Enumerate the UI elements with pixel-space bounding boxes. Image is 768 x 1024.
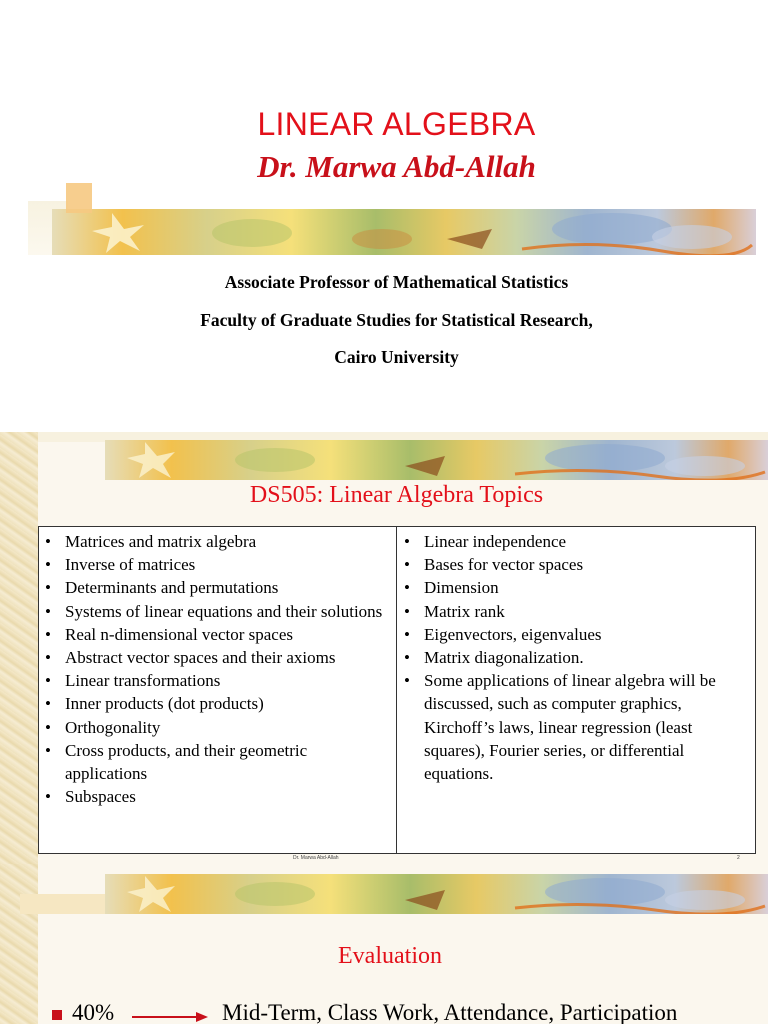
topic-text: Matrix diagonalization. [424,648,584,668]
topics-table [38,526,756,854]
topic-item [402,669,750,785]
topic-item [43,739,388,785]
bullet-icon: • [45,694,51,714]
topic-text: Linear transformations [65,671,221,691]
topic-item [43,692,388,715]
bullet-icon: • [45,624,51,644]
topic-text: Matrix rank [424,601,505,621]
bullet-icon: • [45,578,51,598]
bullet-icon: • [45,555,51,575]
bullet-icon: • [404,601,410,621]
topic-text: Abstract vector spaces and their axioms [65,648,336,668]
bullet-icon: • [45,717,51,737]
bullet-icon: • [45,601,51,621]
right-arrow-icon [132,1004,208,1024]
topic-text: Systems of linear equations and their solutions [65,601,383,621]
bullet-icon: • [404,555,410,575]
bullet-icon: • [404,624,410,644]
topic-text: Matrices and matrix algebra [65,532,257,551]
topic-text: Linear independence [424,532,567,551]
decorative-square [66,183,92,213]
author-faculty: Faculty of Graduate Studies for Statistical Research, [200,310,593,330]
bullet-icon: • [45,671,51,691]
topic-item [43,646,388,669]
topics-right-column [402,530,750,785]
author-name: Dr. Marwa Abd-Allah [257,149,536,184]
topic-text: Bases for vector spaces [424,555,584,575]
evaluation-title: Evaluation [338,943,442,969]
evaluation-percent: 40% [72,1000,115,1024]
topic-text: Orthogonality [65,717,161,737]
topic-text: Subspaces [65,787,136,807]
topic-item [402,553,750,576]
slide-title: LINEAR ALGEBRA [257,106,536,142]
page-number: 2 [737,855,740,861]
bullet-icon: • [404,671,410,691]
bullet-icon: • [45,648,51,668]
evaluation-item [52,1000,768,1024]
topic-text: Cross products, and their geometric applications [65,740,308,784]
autumn-leaves-banner-image [105,440,768,480]
topic-item [402,646,750,669]
bullet-icon: • [45,532,51,551]
title-slide [0,0,768,432]
topic-item [402,623,750,646]
footer-author: Dr. Marwa Abd-Allah [293,855,339,861]
topic-item [402,576,750,599]
topics-title: DS505: Linear Algebra Topics [249,482,544,508]
bullet-icon: • [45,740,51,760]
topic-text: Inner products (dot products) [65,694,264,714]
topic-item [43,600,388,623]
bullet-icon: • [404,532,410,551]
topic-item [402,530,750,553]
topic-item [43,553,388,576]
topic-item [43,530,388,553]
topic-item [402,600,750,623]
topic-item [43,785,388,808]
topic-text: Eigenvectors, eigenvalues [424,624,602,644]
bullet-icon: • [404,578,410,598]
topic-item [43,669,388,692]
evaluation-slide [0,864,768,1024]
autumn-leaves-banner-image [52,209,756,255]
topic-item [43,716,388,739]
column-divider [396,527,397,853]
topic-text: Real n-dimensional vector spaces [65,624,294,644]
topic-item [43,623,388,646]
topics-left-column [43,530,388,808]
author-position: Associate Professor of Mathematical Statistics [224,272,569,292]
topics-slide [0,432,768,864]
bullet-icon: • [404,648,410,668]
topic-text: Some applications of linear algebra will be discussed, such as computer graphics, Kirchoff’s laws, linear regression (least squares), Fourier series, or differential equations. [424,671,716,784]
autumn-leaves-banner-image [105,874,768,914]
topic-item [43,576,388,599]
topic-text: Inverse of matrices [65,555,196,575]
bullet-icon: • [45,787,51,807]
author-university: Cairo University [334,347,459,367]
red-square-bullet-icon [52,1010,62,1020]
topic-text: Determinants and permutations [65,578,279,598]
evaluation-text: Mid-Term, Class Work, Attendance, Participation [222,1000,678,1024]
topic-text: Dimension [424,578,499,598]
